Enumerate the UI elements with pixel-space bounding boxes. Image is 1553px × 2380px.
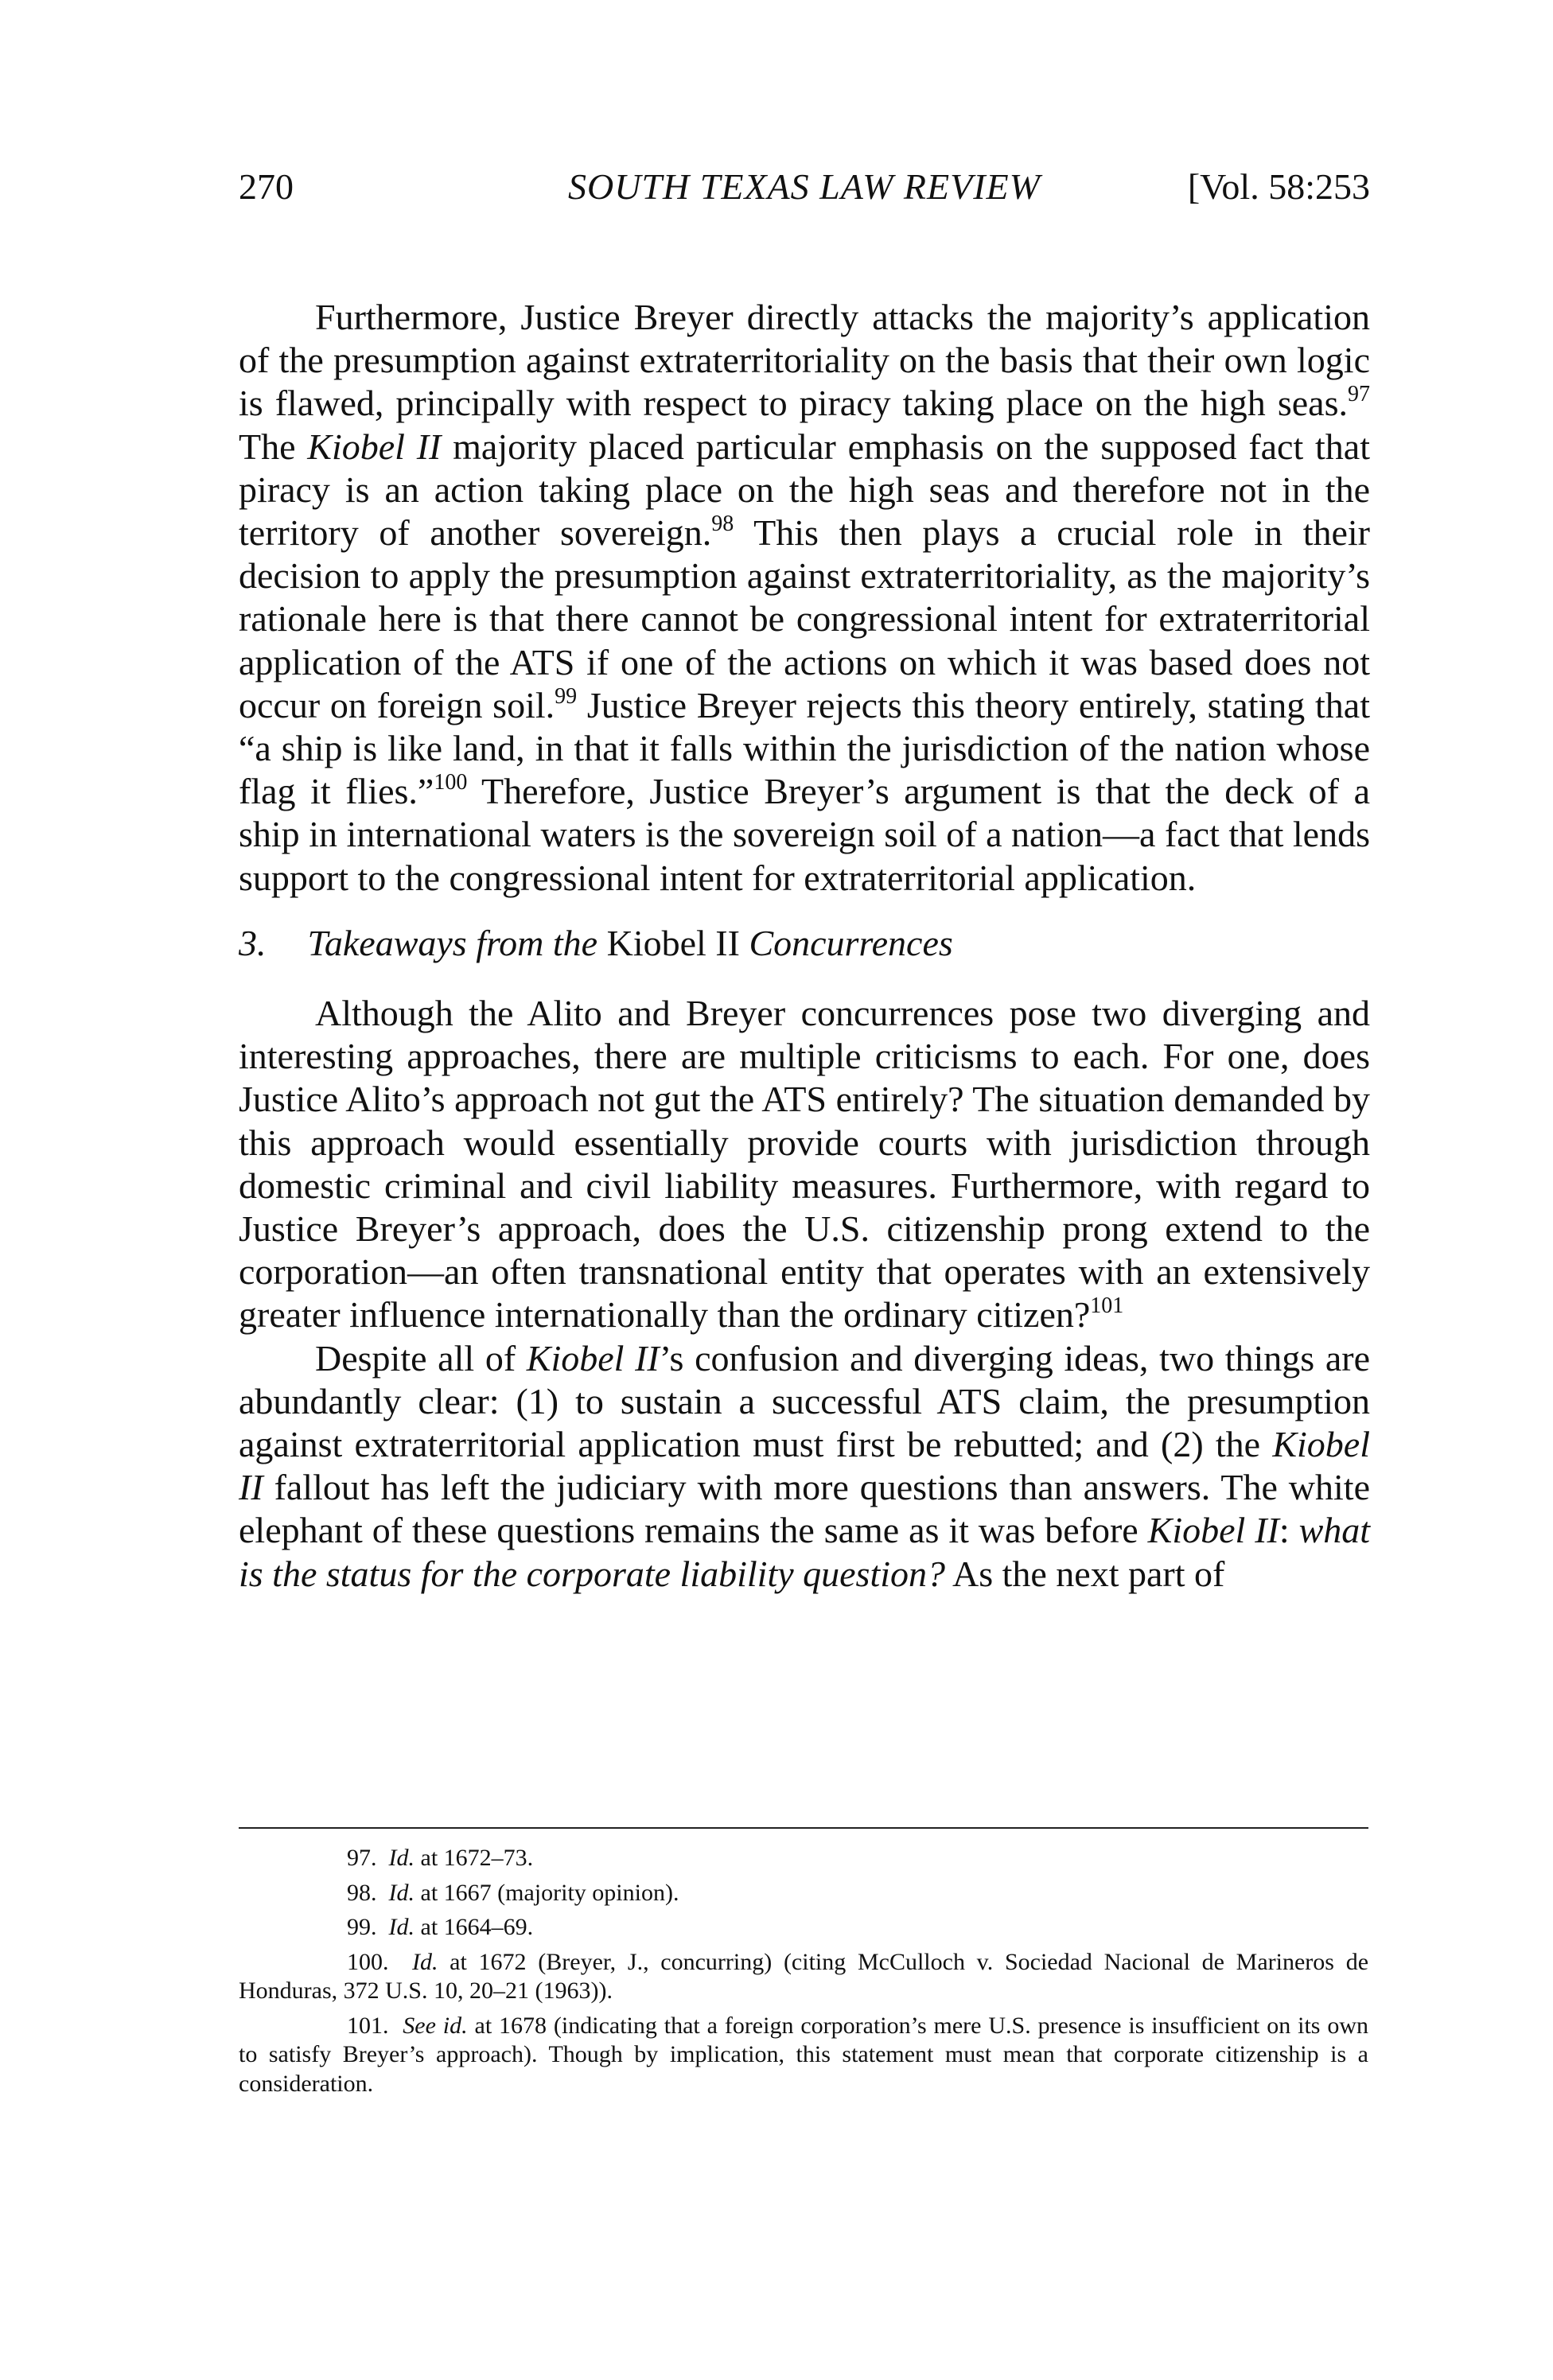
footnote-98 <box>239 1879 1368 1908</box>
case-name: Kiobel II <box>307 426 442 467</box>
subheading-text: Concurrences <box>739 922 953 963</box>
footnote-97 <box>239 1844 1368 1873</box>
footnote-text: at 1667 (majority opinion). <box>415 1879 679 1906</box>
signal: Id. <box>411 1948 438 1975</box>
case-name: Kiobel II <box>1147 1510 1279 1551</box>
signal: See id. <box>403 2012 468 2039</box>
footnote-number: 100. <box>347 1948 389 1975</box>
text-run: As the next part of <box>945 1553 1225 1594</box>
footnote-text: at 1672 (Breyer, J., concurring) (citing McCulloch v. Sociedad Nacional de Marineros de Honduras, 372 U.S. 10, 20–21 (1963)). <box>239 1948 1369 2004</box>
paragraph-conclusion <box>239 1337 1370 1596</box>
footnote-number: 99. <box>347 1914 377 1940</box>
section-subheading <box>239 922 1370 965</box>
footnote-number: 97. <box>347 1845 377 1871</box>
page-number: 270 <box>239 166 294 207</box>
footnote-reference[interactable]: 99 <box>555 683 578 709</box>
footnote-number: 101. <box>347 2012 389 2039</box>
emphasized-question: what is the status for the corporate liability question? <box>239 1510 1371 1594</box>
signal: Id. <box>388 1879 415 1906</box>
text-run: ’s confusion and diverging ideas, two things are abundantly clear: (1) to sustain a successful ATS claim, the presumption against extraterritorial application must first be rebutted; and (2) the <box>239 1337 1370 1465</box>
footnote-100 <box>239 1948 1368 2006</box>
paragraph-criticisms <box>239 992 1370 1337</box>
volume-citation: [Vol. 58:253 <box>1187 166 1370 207</box>
text-run: The <box>239 426 308 467</box>
text-run: This then plays a crucial role in their decision to apply the presumption against extraterritoriality, as the majority’s rationale here is that there cannot be congressional intent for extraterritorial application of the ATS if one of the actions on which it was based does not occur on foreign soil. <box>239 512 1370 725</box>
text-run: fallout has left the judiciary with more questions than answers. The white elephant of these questions remains the same as it was before <box>239 1467 1370 1551</box>
footnotes <box>239 1844 1368 2104</box>
signal: Id. <box>388 1845 415 1871</box>
case-name: Kiobel II <box>526 1337 660 1379</box>
text-run: Justice Breyer rejects this theory entirely, stating that “a ship is like land, in that it falls within the jurisdiction of the nation whose flag it flies.” <box>239 684 1370 812</box>
running-header <box>239 165 1370 213</box>
footnote-reference[interactable]: 97 <box>1348 382 1370 407</box>
text-run: Despite all of <box>315 1337 527 1379</box>
footnote-99 <box>239 1913 1368 1942</box>
text-run: Therefore, Justice Breyer’s argument is that the deck of a ship in international waters is the sovereign soil of a nation—a fact that lends support to the congressional intent for extraterritorial application. <box>239 771 1370 898</box>
text-run: majority placed particular emphasis on the supposed fact that piracy is an action taking place on the high seas and therefore not in the territory of another sovereign. <box>239 426 1371 554</box>
paragraph-breyer-piracy <box>239 296 1370 900</box>
journal-title: SOUTH TEXAS LAW REVIEW <box>568 166 1041 207</box>
footnote-divider <box>239 1827 1368 1829</box>
footnote-text: at 1672–73. <box>415 1845 534 1871</box>
text-run: Furthermore, Justice Breyer directly attacks the majority’s application of the presumption against extraterritoriality on the basis that their own logic is flawed, principally with respect to piracy taking place on the high seas. <box>239 297 1370 424</box>
subheading-text: Takeaways from the <box>307 922 607 963</box>
footnote-text: at 1664–69. <box>415 1914 534 1940</box>
footnote-number: 98. <box>347 1879 377 1906</box>
text-run: : <box>1279 1510 1299 1551</box>
case-name: Kiobel II <box>239 1424 1370 1508</box>
footnote-reference[interactable]: 100 <box>434 770 468 795</box>
case-name: Kiobel II <box>606 922 740 963</box>
text-run: Although the Alito and Breyer concurrences pose two diverging and interesting approaches, there are multiple criticisms to each. For one, does Justice Alito’s approach not gut the ATS entirely? The situation demanded by this approach would essentially provide courts with jurisdiction through domestic criminal and civil liability measures. Furthermore, with regard to Justice Breyer’s approach, does the U.S. citizenship prong extend to the corporation—an often transnational entity that operates with an extensively greater influence internationally than the ordinary citizen? <box>239 993 1370 1336</box>
footnote-101 <box>239 2012 1368 2099</box>
footnote-reference[interactable]: 98 <box>711 511 734 537</box>
subheading-number: 3. <box>239 922 267 963</box>
signal: Id. <box>388 1914 415 1940</box>
footnote-reference[interactable]: 101 <box>1090 1293 1124 1319</box>
footnote-text: at 1678 (indicating that a foreign corporation’s mere U.S. presence is insufficient on its own to satisfy Breyer’s approach). Though by implication, this statement must mean that corporate citizenship is a consideration. <box>239 2012 1369 2097</box>
body-text <box>239 296 1370 1596</box>
